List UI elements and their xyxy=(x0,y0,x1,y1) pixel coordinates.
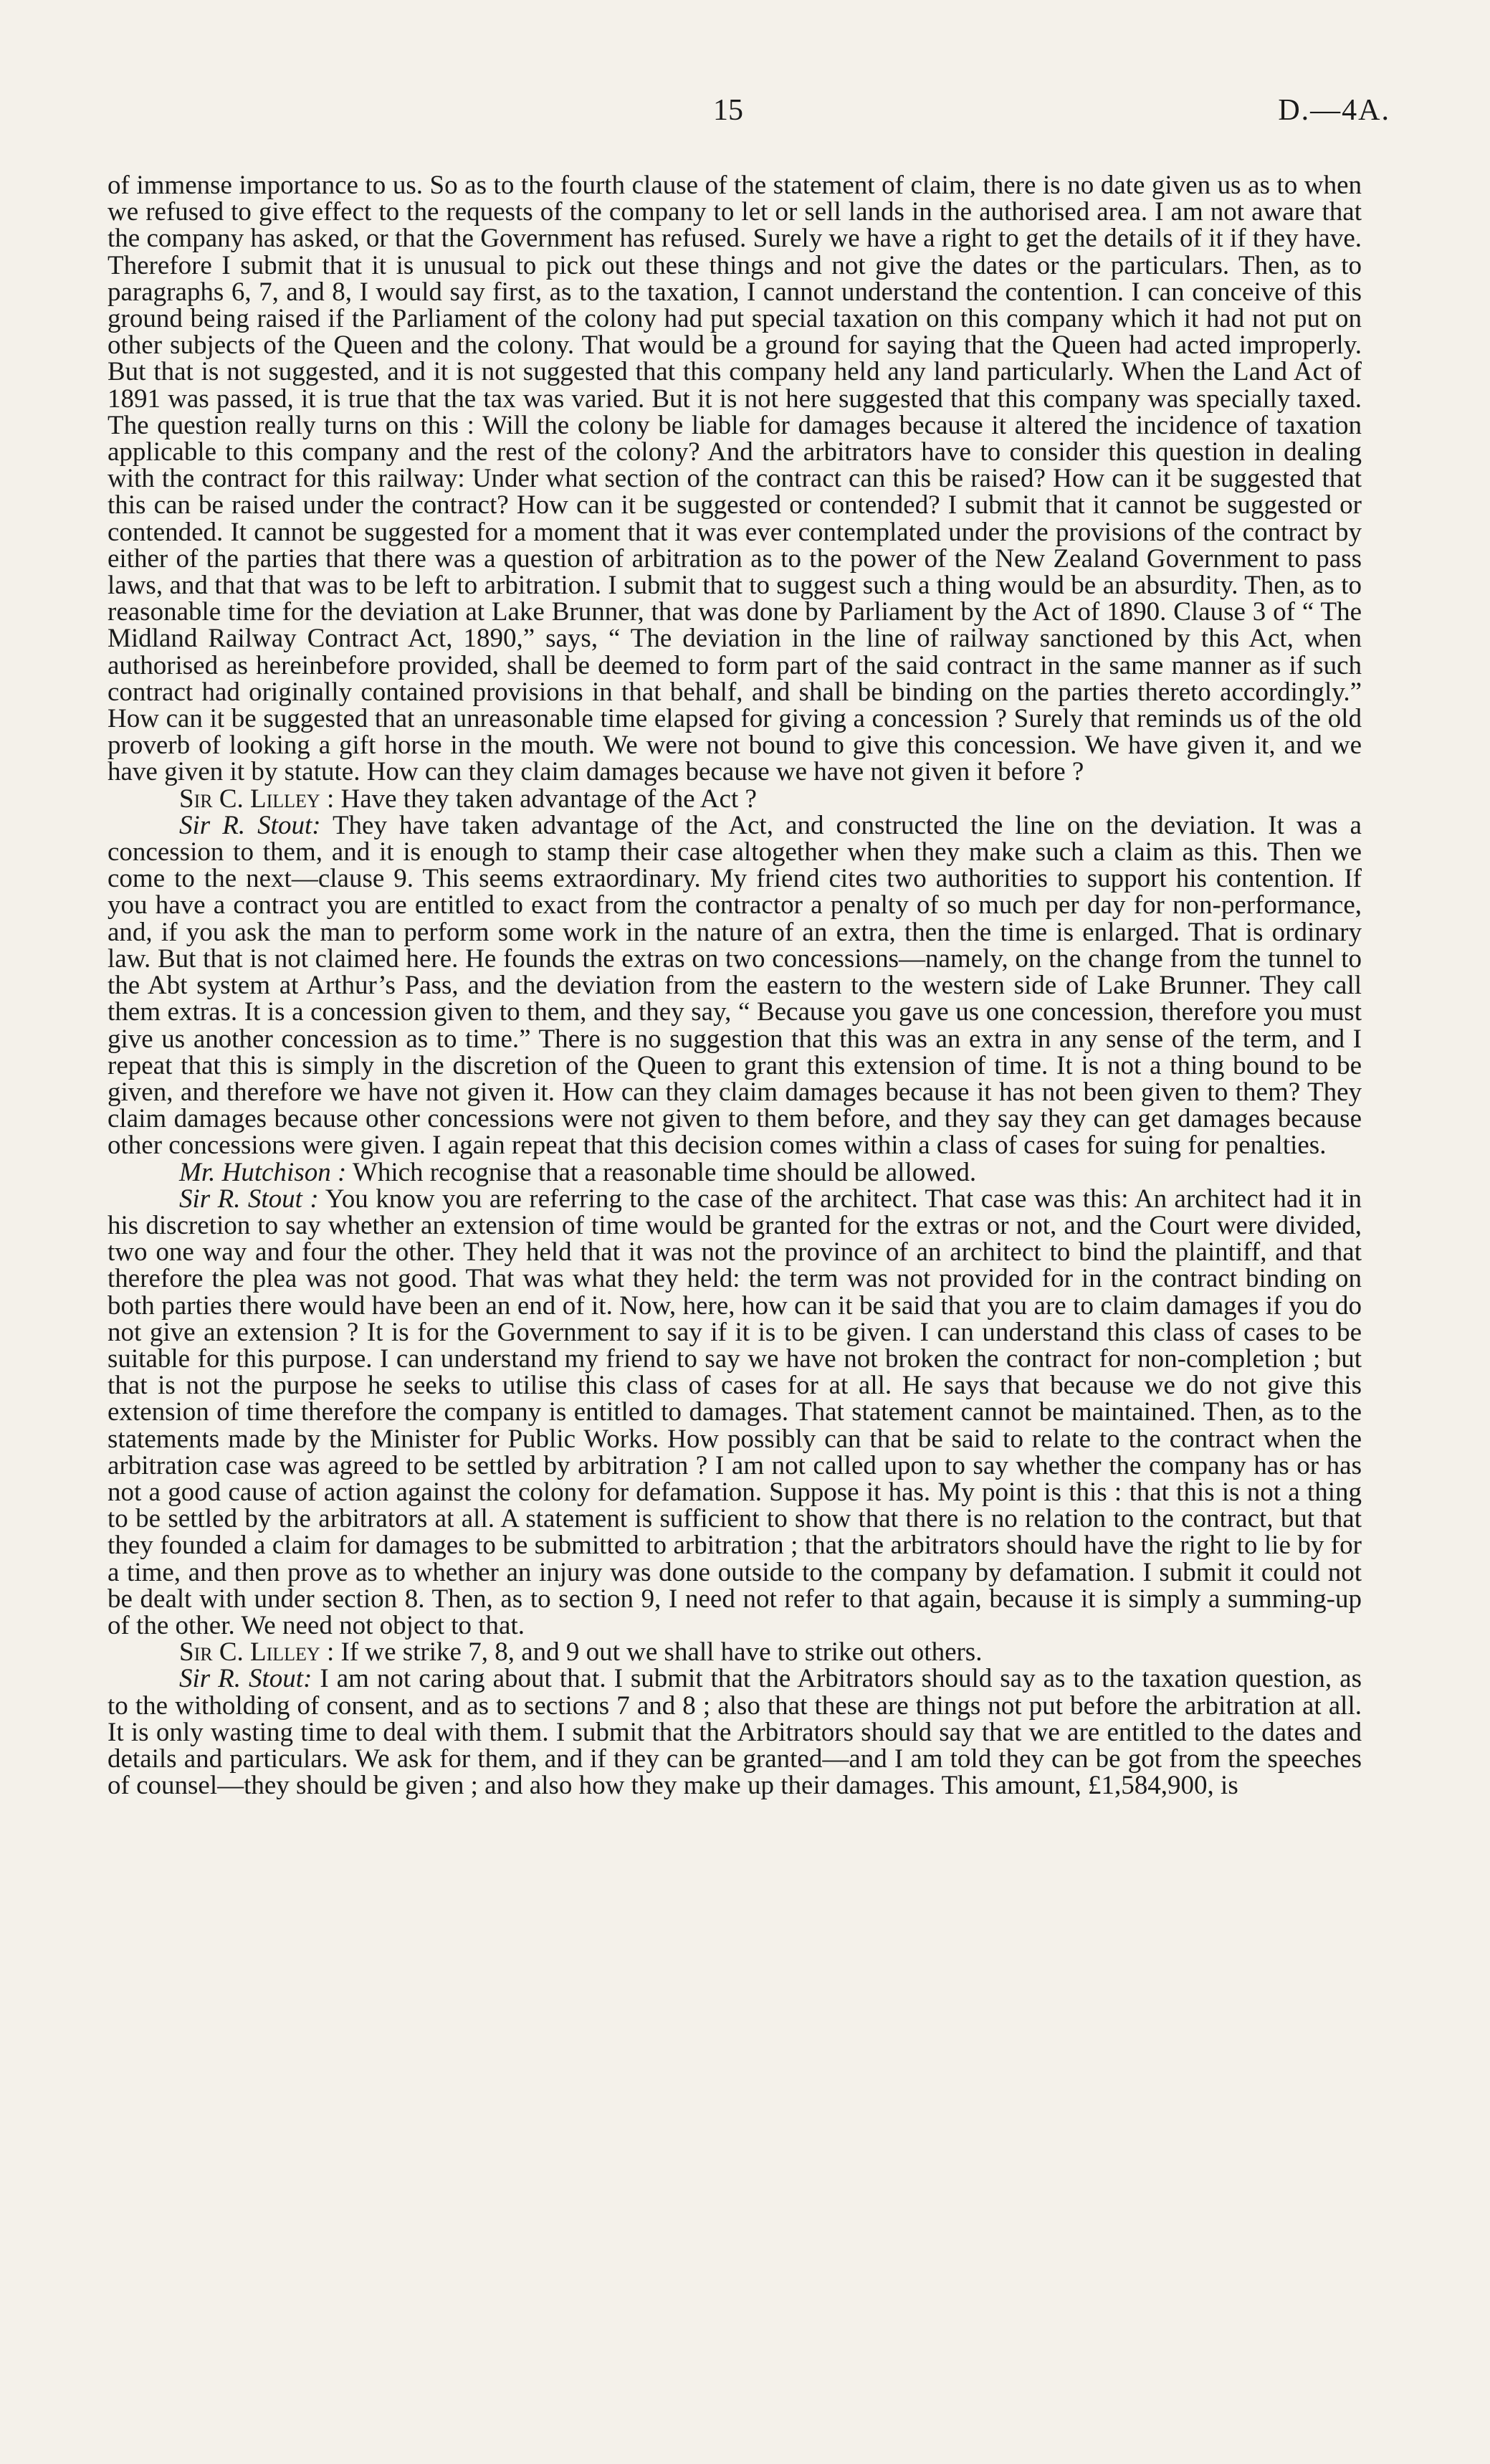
speaker-name: Sir R. Stout: xyxy=(179,810,321,840)
paragraph-text: I am not caring about that. I submit that the Arbitrators should say as to the taxation question, as to the witholding of consent, and as to sections 7 and 8 ; also that these are things not put before the arbitration at all. It is only wasting time to deal with them. I submit that the Arbitrators should say that we are entitled to the dates and details and particulars. We ask for them, and if they can be granted—and I am told they can be got from the speeches of counsel—they should be given ; and also how they make up their damages. This amount, £1,584,900, is xyxy=(108,1664,1362,1801)
speaker-name: Sir C. Lilley : xyxy=(179,1637,335,1668)
paragraph xyxy=(108,1637,1362,1668)
paragraph xyxy=(108,1186,1362,1639)
document-page xyxy=(108,93,1390,1801)
speaker-name: Sir R. Stout: xyxy=(179,1664,312,1694)
paragraph xyxy=(108,1159,1362,1186)
paragraph-text: Which recognise that a reasonable time should be allowed. xyxy=(352,1157,977,1187)
page-number: 15 xyxy=(713,94,743,127)
paragraph xyxy=(108,812,1362,1159)
page-header xyxy=(108,93,1390,143)
paragraph xyxy=(108,1665,1362,1799)
speaker-name: Sir C. Lilley : xyxy=(179,784,335,814)
paragraph-text: They have taken advantage of the Act, and constructed the line on the deviation. It was a concession to them, and it is enough to stamp their case altogether when they make such a claim as this. Then we come to the next—clause 9. This seems extraordinary. My friend cites two authorities to support his contention. If you have a contract you are entitled to exact from the contractor a penalty of so much per day for non-performance, and, if you ask the man to perform some work in the nature of an extra, then the time is enlarged. That is ordinary law. But that is not claimed here. He founds the extras on two concessions—namely, on the change from the tunnel to the Abt system at Arthur’s Pass, and the deviation from the eastern to the western side of Lake Brunner. They call them extras. It is a concession given to them, and they say, “ Because you gave us one concession, therefore you must give us another concession as to time.” There is no suggestion that this was an extra in any sense of the term, and I repeat that this is simply in the discretion of the Queen to grant this extension of time. It is not a thing bound to be given, and therefore we have not given it. How can they claim damages because it has not been given to them? They claim damages because other concessions were not given to them before, and they say they can get damages because other concessions were given. I again repeat that this decision comes within a class of cases for suing for penalties. xyxy=(108,810,1362,1161)
paragraph-text: of immense importance to us. So as to the fourth clause of the statement of claim, there is no date given us as to when we refused to give effect to the requests of the company to let or sell lands in the authorised area. I am not aware that the company has asked, or that the Government has refused. Surely we have a right to get the details of it if they have. Therefore I submit that it is unusual to pick out these things and not give the dates or the particulars. Then, as to paragraphs 6, 7, and 8, I would say first, as to the taxation, I cannot understand the contention. I can conceive of this ground being raised if the Parliament of the colony had put special taxation on this company which it had not put on other subjects of the Queen and the colony. That would be a ground for saying that the Queen had acted improperly. But that is not suggested, and it is not suggested that this company held any land particularly. When the Land Act of 1891 was passed, it is true that the tax was varied. But it is not here suggested that this company was specially taxed. The question really turns on this : Will the colony be liable for damages because it altered the incidence of taxation applicable to this company and the rest of the colony? And the arbitrators have to consider this question in dealing with the contract for this railway: Under what section of the contract can this be raised? How can it be suggested that this can be raised under the contract? How can it be suggested or contended? I submit that it cannot be suggested or contended. It cannot be suggested for a moment that it was ever contemplated under the provisions of the contract by either of the parties that there was a question of arbitration as to the power of the New Zealand Government to pass laws, and that that was to be left to arbitration. I submit that to suggest such a thing would be an absurdity. Then, as to reasonable time for the deviation at Lake Brunner, that was done by Parliament by the Act of 1890. Clause 3 of “ The Midland Railway Contract Act, 1890,” says, “ The deviation in the line of railway sanctioned by this Act, when authorised as hereinbefore provided, shall be deemed to form part of the said contract in the same manner as if such contract had originally contained provisions in that behalf, and shall be binding on the parties thereto accordingly.” How can it be suggested that an unreasonable time elapsed for giving a concession ? Surely that reminds us of the old proverb of looking a gift horse in the mouth. We were not bound to give this concession. We have given it, and we have given it by statute. How can they claim damages because we have not given it before ? xyxy=(108,171,1362,787)
paragraph-text: You know you are referring to the case of the architect. That case was this: An architect had it in his discretion to say whether an extension of time would be granted for the extras or not, and the Court were divided, two one way and four the other. They held that it was not the province of an architect to bind the plaintiff, and that therefore the plea was not good. That was what they held: the term was not provided for in the contract binding on both parties there would have been an end of it. Now, here, how can it be said that you are to claim damages if you do not give an extension ? It is for the Government to say if it is to be given. I can understand this class of cases to be suitable for this purpose. I can understand my friend to say we have not broken the contract for non-completion ; but that is not the purpose he seeks to utilise this class of cases for at all. He says that because we do not give this extension of time therefore the company is entitled to damages. That statement cannot be maintained. Then, as to the statements made by the Minister for Public Works. How possibly can that be said to relate to the contract when the arbitration case was agreed to be settled by arbitration ? I am not called upon to say whether the company has or has not a good cause of action against the colony for defamation. Suppose it has. My point is this : that this is not a thing to be settled by the arbitrators at all. A statement is sufficient to show that there is no relation to the contract, but that they founded a claim for damages to be submitted to arbitration ; that the arbitrators should have the right to lie by for a time, and then prove as to whether an injury was done outside to the company by defamation. I submit it could not be dealt with under section 8. Then, as to section 9, I need not refer to that again, because it is simply a summing-up of the other. We need not object to that. xyxy=(108,1184,1362,1640)
document-reference: D.—4A. xyxy=(1278,94,1390,127)
speaker-name: Sir R. Stout : xyxy=(179,1184,319,1214)
paragraph xyxy=(108,786,1362,812)
paragraph-text: If we strike 7, 8, and 9 out we shall have to strike out others. xyxy=(340,1637,983,1668)
body-text xyxy=(108,172,1362,1799)
paragraph xyxy=(108,172,1362,786)
paragraph-text: Have they taken advantage of the Act ? xyxy=(340,784,757,814)
speaker-name: Mr. Hutchison : xyxy=(179,1157,347,1187)
